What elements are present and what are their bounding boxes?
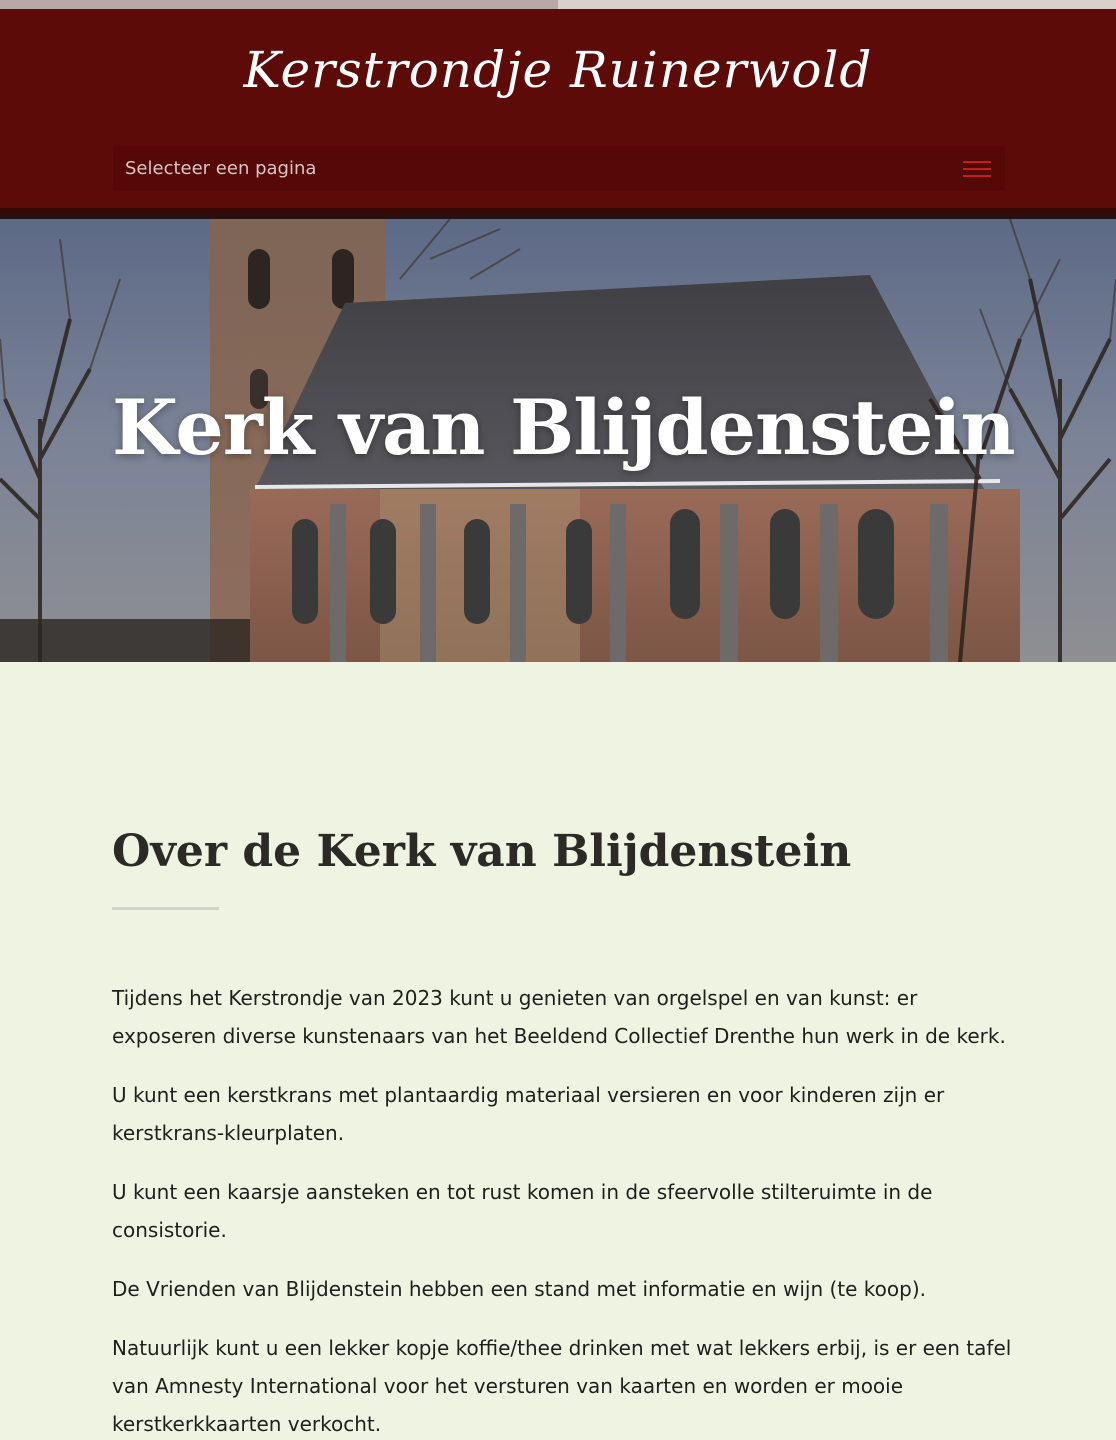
hamburger-menu-icon[interactable] [963, 159, 991, 179]
hero-banner [0, 219, 1116, 662]
content-body [112, 979, 1012, 1440]
section-title: Over de Kerk van Blijdenstein [112, 826, 852, 877]
header-shadow [0, 208, 1116, 219]
reading-progress-fill [0, 0, 558, 9]
page-select-menu[interactable] [113, 146, 1005, 191]
paragraph: Natuurlijk kunt u een lekker kopje koffie/thee drinken met wat lekkers erbij, is er een tafel van Amnesty International voor het versturen van kaarten en worden er mooie kerstkerkkaarten verkocht. [112, 1336, 1012, 1436]
hero-title: Kerk van Blijdenstein [112, 383, 1015, 472]
paragraph: U kunt een kerstkrans met plantaardig materiaal versieren en voor kinderen zijn er kerstkrans-kleurplaten. [112, 1083, 945, 1145]
title-divider [112, 907, 219, 910]
reading-progress-bar [0, 0, 1116, 9]
paragraph: U kunt een kaarsje aansteken en tot rust komen in de sfeervolle stilteruimte in de consistorie. [112, 1180, 933, 1242]
paragraph: Tijdens het Kerstrondje van 2023 kunt u genieten van orgelspel en van kunst: er exposeren diverse kunstenaars van het Beeldend Collectief Drenthe hun werk in de kerk. [112, 986, 1006, 1048]
page-select-label: Selecteer een pagina [125, 158, 317, 179]
site-header [0, 9, 1116, 208]
paragraph: De Vrienden van Blijdenstein hebben een stand met informatie en wijn (te koop). [112, 1277, 926, 1301]
site-logo[interactable]: Kerstrondje Ruinerwold [243, 41, 873, 99]
